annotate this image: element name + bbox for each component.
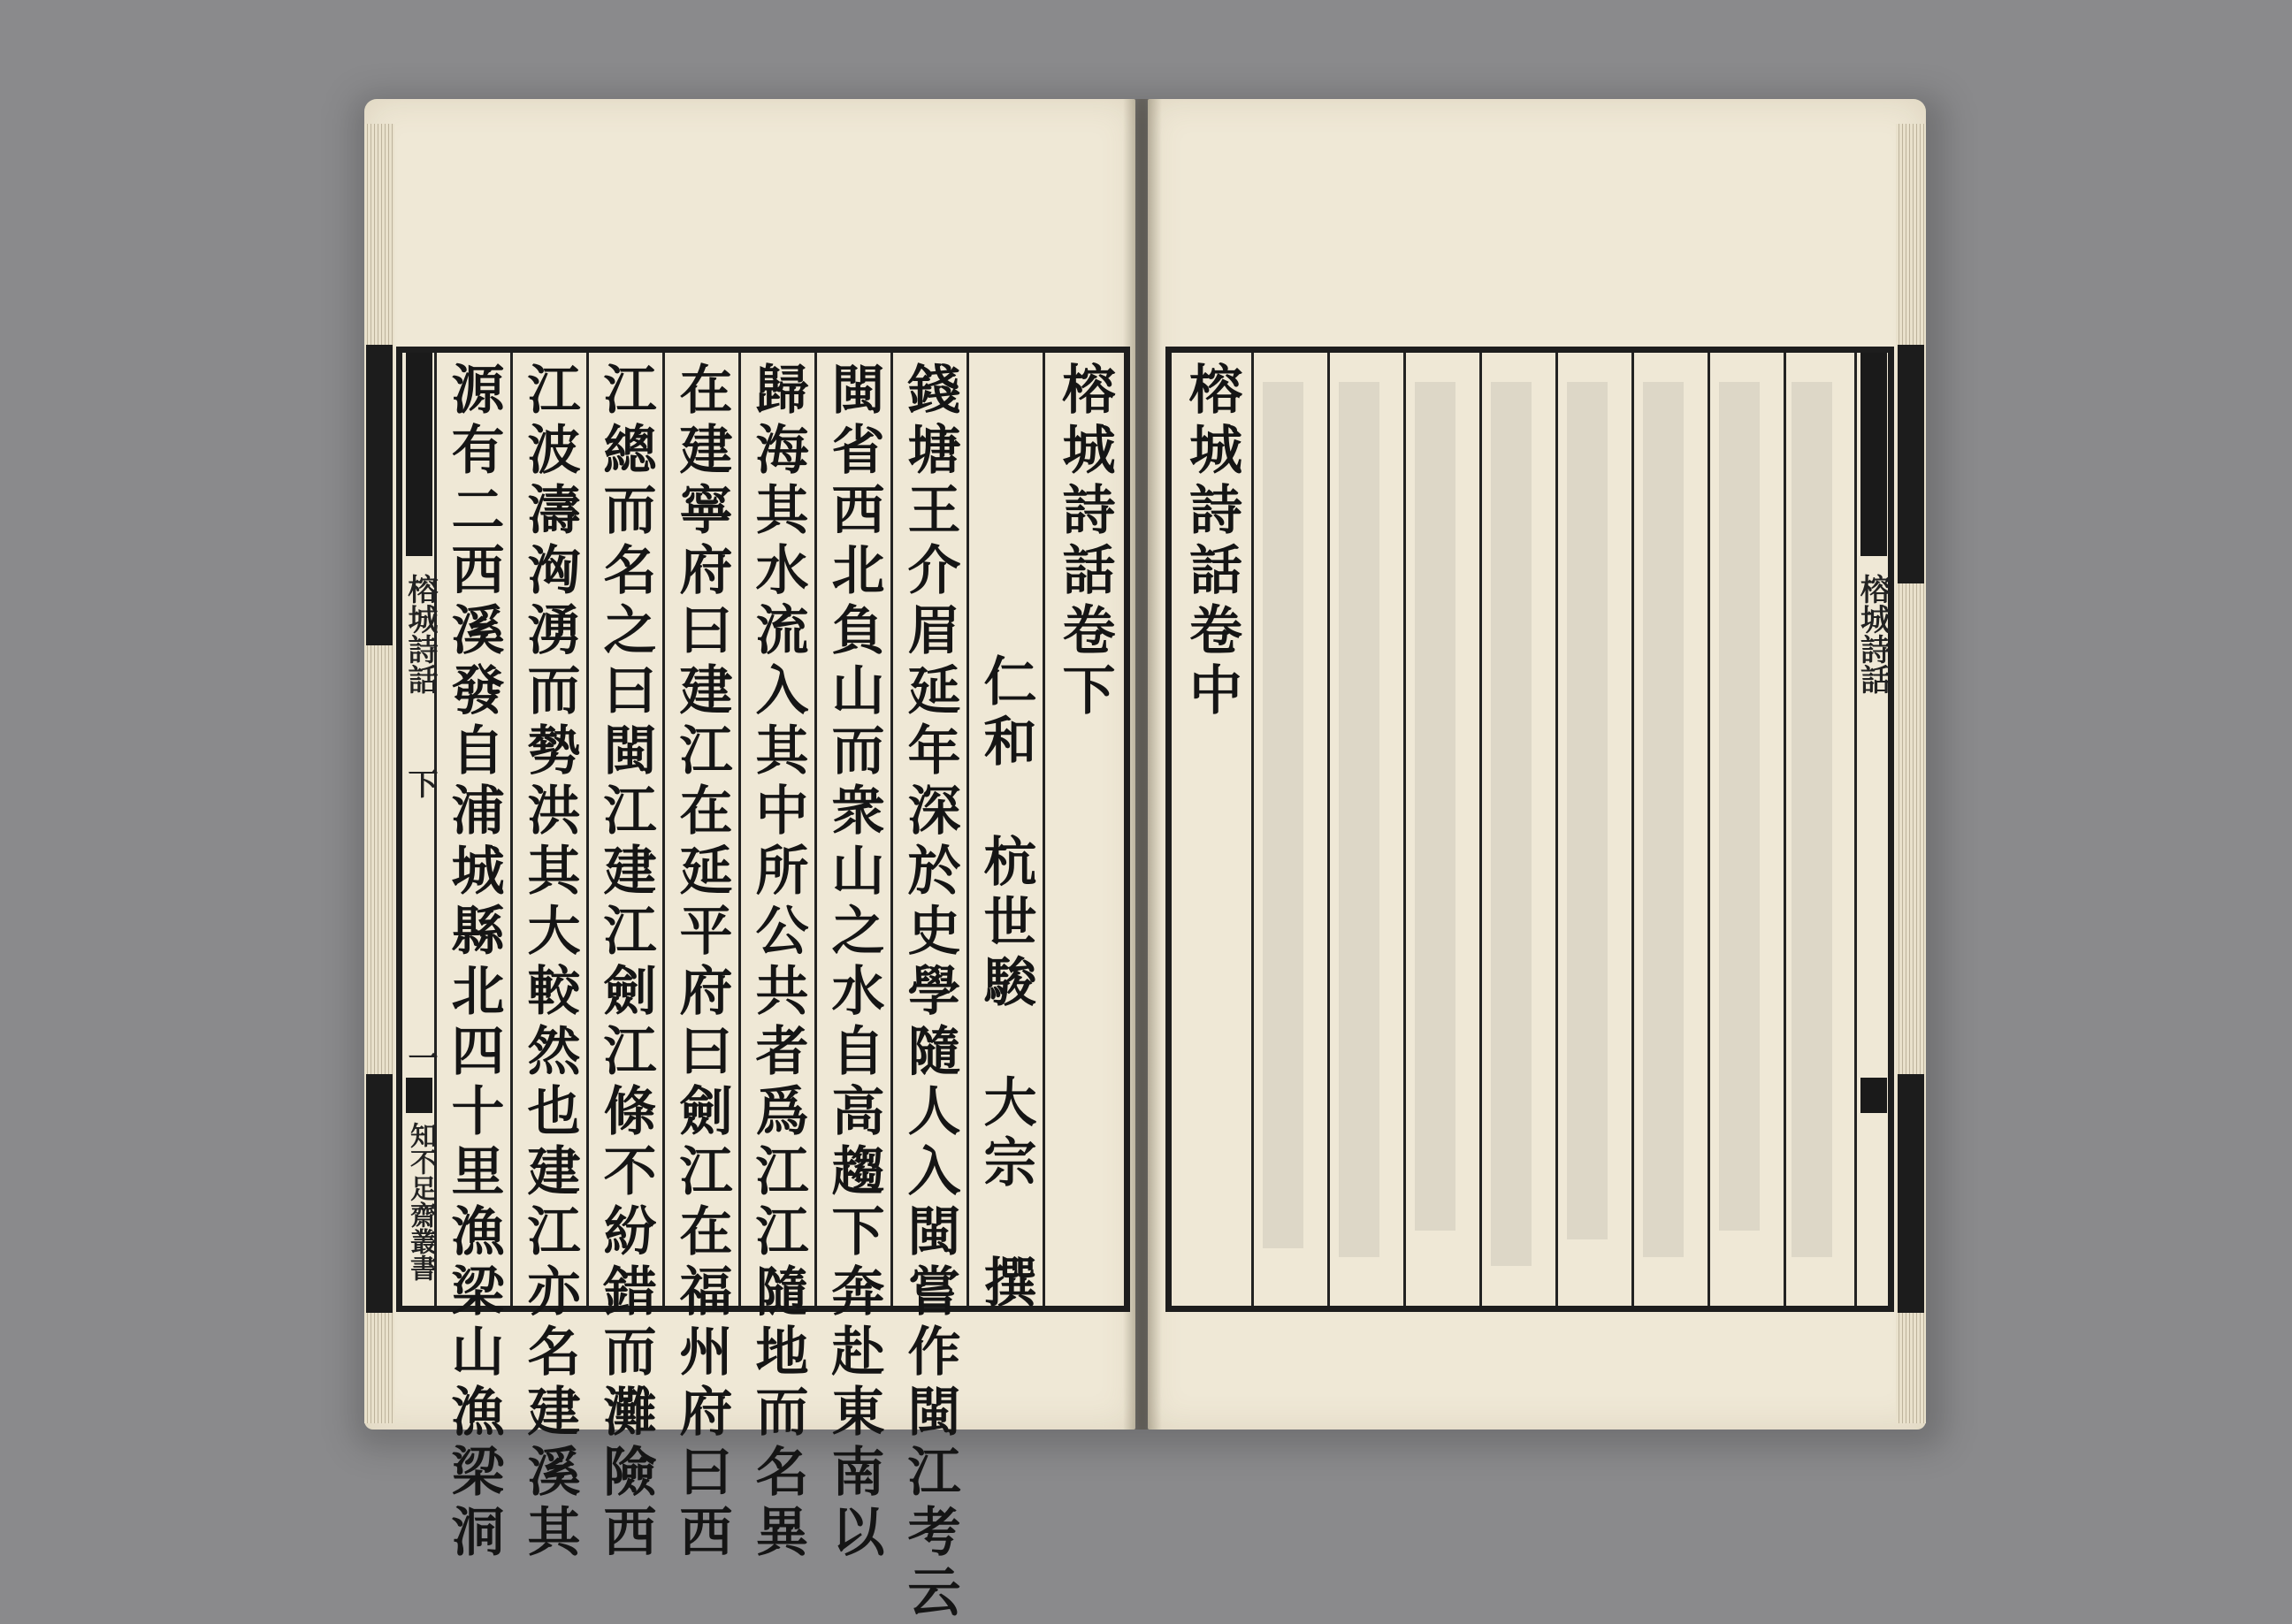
ghost-column <box>1567 382 1608 1239</box>
chapter-title: 榕城詩話卷中 <box>1180 362 1242 722</box>
column-text: 歸海其水流入其中所公共者爲江江隨地而名異 <box>746 362 809 1564</box>
text-column <box>586 353 662 1564</box>
chapter-title: 榕城詩話卷下 <box>1053 362 1116 722</box>
banxin-page-number: 一 <box>402 1042 438 1072</box>
fishtail-mark <box>406 353 432 556</box>
text-column <box>662 353 738 1564</box>
show-through-overlay <box>1165 347 1894 1312</box>
column-text: 在建寧府曰建江在延平府曰劍江在福州府曰西 <box>670 362 733 1564</box>
author-column <box>966 353 1043 1315</box>
column-text: 閩省西北負山而衆山之水自高趨下奔赴東南以 <box>822 362 885 1564</box>
column-text: 江波濤洶湧而勢洪其大較然也建江亦名建溪其 <box>518 362 581 1564</box>
ghost-column <box>1719 382 1760 1231</box>
column-text: 錢塘王介眉延年深於史學隨人入閩嘗作閩江考云 <box>898 362 961 1624</box>
banxin-title: 榕城詩話 <box>402 574 438 694</box>
text-column <box>738 353 814 1564</box>
ghost-column <box>1643 382 1684 1257</box>
edge-ink-mark <box>1898 1074 1924 1313</box>
ghost-column <box>1792 382 1832 1257</box>
banxin-volume: 下 <box>402 768 438 798</box>
text-column <box>814 353 890 1564</box>
left-printed-frame <box>396 347 1130 1624</box>
ghost-column <box>1263 382 1303 1248</box>
title-column <box>1043 353 1124 1306</box>
banxin-title: 榕城詩話 <box>1854 574 1891 694</box>
column-text: 江總而名之曰閩江建江劍江條不紛錯而灘險西 <box>594 362 657 1564</box>
banxin-publisher: 知不足齋叢書 <box>405 1122 436 1281</box>
edge-ink-mark <box>366 1074 393 1313</box>
author-line: 仁和 杭世駿 大宗 撰 <box>974 653 1037 1315</box>
edge-ink-mark <box>1898 345 1924 583</box>
left-banxin <box>402 353 438 1306</box>
text-column <box>434 353 510 1564</box>
edge-ink-mark <box>366 345 393 645</box>
fishtail-mark <box>406 1078 432 1113</box>
ghost-column <box>1415 382 1455 1231</box>
ghost-column <box>1339 382 1379 1257</box>
text-column <box>510 353 586 1564</box>
ghost-column <box>1491 382 1532 1266</box>
text-column <box>890 353 966 1624</box>
column-text: 源有二西溪發自浦城縣北四十里漁梁山漁梁洞 <box>442 362 505 1564</box>
